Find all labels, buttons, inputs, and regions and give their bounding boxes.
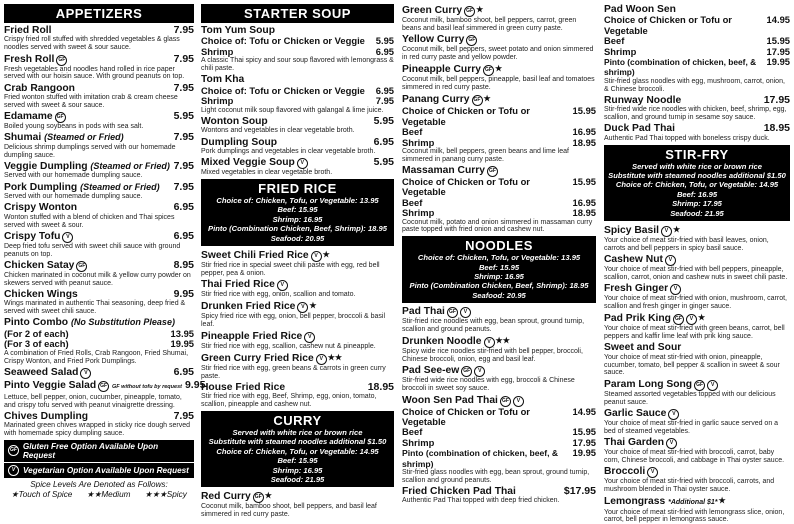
- gluten-free-icon: GF: [472, 95, 483, 106]
- menu-item: Mixed Veggie Soup V 5.95 Mixed vegetables in clear vegetable broth.: [201, 156, 394, 177]
- gluten-free-icon: GF: [487, 166, 498, 177]
- vegetarian-icon: V: [707, 380, 718, 391]
- menu-item: Fried Roll 7.95 Crispy fried roll stuffed with shredded vegetables & glass noodles served with sweet & sour sauce.: [4, 24, 194, 52]
- vegetarian-icon: V: [62, 232, 73, 243]
- menu-item: Thai Fried Rice V Stir fried rice with egg, onion, scallion and tomato.: [201, 279, 356, 299]
- vegetarian-icon: V: [8, 465, 19, 476]
- menu-item: Chicken Wings 9.95 Wings marinated in authentic Thai seasoning, deep fried & served with sweet chili sauce.: [4, 287, 194, 316]
- vegetarian-icon: V: [665, 255, 676, 266]
- menu-item: Pineapple Fried Rice V Stir fried rice with egg, scallion, cashew nut & pineapple.: [201, 330, 376, 350]
- spice-legend-title: Spice Levels Are Denoted as Follows:: [30, 479, 168, 489]
- menu-item: Woon Sen Pad Thai GF V Choice of Chicken or Tofu or Vegetable 14.95 Beef 15.95 Shrimp 17.95 Pinto (combination of chicken, beef, & shrimp) 19.95 Stir-fried glass noodles with egg, bean sprout, ground turnip, scallion and ground peanuts.: [402, 394, 596, 484]
- gluten-free-icon: GF: [55, 112, 66, 123]
- vegetarian-icon: V: [670, 284, 681, 295]
- menu-item: Chicken Satay GF 8.95 Chicken marinated in coconut milk & yellow curry powder on skewers served with peanut sauce.: [4, 258, 194, 287]
- gluten-free-icon: GF: [461, 366, 472, 377]
- menu-item: Fresh Ginger V Your choice of meat stir-fried with onion, mushroom, carrot, scallion and fresh ginger in ginger sauce.: [604, 283, 787, 311]
- menu-item: Massaman Curry GF Choice of Chicken or Tofu or Vegetable 15.95 Beef 16.95 Shrimp 18.95 Coconut milk, potato and onion simmered in massaman curry paste topped with fried onion and cashew nut.: [402, 165, 596, 234]
- spicy-star-icon: ★: [264, 491, 272, 501]
- stir-fry-column: [604, 4, 790, 524]
- menu-item: Garlic Sauce V Your choice of meat stir-fried in garlic sauce served on a bed of steamed vegetables.: [604, 407, 779, 435]
- gluten-free-icon: GF: [56, 55, 67, 66]
- menu-item: Pad Prik King GF V ★ Your choice of meat stir-fried with green beans, carrot, bell peppers and kaffir lime leaf with prik king sauce.: [604, 313, 785, 341]
- menu-item: Pad Thai GF V Stir-fried rice noodles with egg, bean sprout, ground turnip, scallion and ground peanuts.: [402, 306, 585, 334]
- menu-item: Wonton Soup 5.95 Wontons and vegetables in clear vegetable broth.: [201, 114, 394, 135]
- spicy-star-icon: ★: [697, 313, 706, 323]
- vegetarian-icon: V: [277, 280, 288, 291]
- menu-item: Yellow Curry GF Coconut milk, bell peppers, sweet potato and onion simmered in red curry paste and yellow powder.: [402, 34, 594, 61]
- menu-item: Fresh Roll GF 7.95 Fresh vegetables and noodles hand rolled in rice paper served with our hoisin sauce. With ground peanuts on top.: [4, 52, 194, 81]
- menu-item: Crispy Tofu V 6.95 Deep fried tofu served with sweet chili sauce with ground peanuts on top.: [4, 229, 194, 258]
- menu-item: Shumai (Steamed or Fried) 7.95 Delicious shrimp dumplings served with our homemade dumpling sauce.: [4, 131, 194, 159]
- starter-soup-header: STARTER SOUP: [201, 4, 394, 23]
- spicy-star-icon: ★: [718, 496, 726, 506]
- noodles-box: NOODLES Choice of: Chicken, Tofu, or Vegetable: 13.95 Beef: 15.95 Shrimp: 16.95 Pinto (Combination Chicken, Beef, Shrimp): 18.95 Seafood: 20.95: [402, 236, 596, 303]
- menu-item: Drunken Noodle V ★★ Spicy wide rice noodles stir-fried with bell pepper, broccoli, Chinese broccoli, onion, egg and basil leaf.: [402, 336, 583, 364]
- vegetarian-icon: V: [460, 307, 471, 318]
- menu-item: Pad See-ew GF V Stir-fried wide rice noodles with egg, broccoli & Chinese broccoli in sweet soy sauce.: [402, 365, 575, 393]
- vegetarian-icon: V: [474, 366, 485, 377]
- menu-item: Fried Chicken Pad Thai $17.95 Authentic Pad Thai topped with deep fried chicken.: [402, 485, 596, 505]
- vegetarian-icon: V: [513, 396, 524, 407]
- menu-item: Cashew Nut V Your choice of meat stir-fried with bell peppers, pineapple, scallion, carrot, onion and cashew nuts in sweet chili paste.: [604, 254, 788, 281]
- menu-item: Thai Garden V Your choice of meat stir-fried with broccoli, carrot, baby corn, Chinese broccoli, and cabbage in Thai oyster sauce.: [604, 436, 785, 464]
- menu-item: Crab Rangoon 7.95 Fried wonton stuffed with imitation crab & cream cheese served with sweet & sour sauce.: [4, 81, 194, 109]
- vegetarian-icon: V: [686, 314, 697, 325]
- menu-item: Pad Woon Sen Choice of Chicken or Tofu or Vegetable 14.95 Beef 15.95 Shrimp 17.95 Pinto (combination of chicken, beef, & shrimp) 19.95 Stir-fried glass noodles with egg, mushroom, carrot, onion, & Chinese broccoli.: [604, 4, 790, 93]
- menu-item: Red Curry GF ★ Coconut milk, bamboo shoot, bell peppers, and basil leaf simmered in red curry paste.: [201, 491, 377, 519]
- menu-item: Lemongrass *Additional $1*★ Your choice of meat stir-fried with lemongrass slice, onion, carrot, bell pepper in lemongrass sauce.: [604, 496, 785, 524]
- menu-item: Green Curry GF ★ Coconut milk, bamboo shoot, bell peppers, carrot, green beans and basil leaf simmered in green curry paste.: [402, 5, 577, 32]
- vegetarian-icon: V: [666, 438, 677, 449]
- gluten-free-icon: GF: [464, 6, 475, 17]
- star-icon: ★★: [86, 489, 102, 499]
- menu-item: Seaweed Salad V 6.95: [4, 365, 194, 378]
- vegetarian-icon: V: [311, 251, 322, 262]
- menu-item: Chives Dumpling 7.95 Marinated green chives wrapped in sticky rice dough served with homemade spicy dumpling sauce.: [4, 409, 194, 437]
- menu-item: Runway Noodle 17.95 Stir-fried wide rice noodles with chicken, beef, shrimp, egg, scallion, and ground turnip in sesame soy sauce.: [604, 93, 790, 122]
- curry-noodles-column: [402, 4, 596, 505]
- vegetarian-icon: V: [304, 332, 315, 343]
- vegetarian-icon: V: [316, 354, 327, 365]
- vegetarian-icon: V: [647, 467, 658, 478]
- menu-item: Green Curry Fried Rice V ★★ Stir fried rice with egg, green beans & carrots in green curry paste.: [201, 352, 386, 380]
- gluten-free-icon: GF: [673, 314, 684, 325]
- spicy-star-icon: ★★: [495, 336, 510, 346]
- menu-item: House Fried Rice 18.95 Stir fried rice with egg, Beef, Shrimp, egg, onion, tomato, scallion, pineapple and cashew nut.: [201, 380, 394, 409]
- menu-item: Veggie Dumpling (Steamed or Fried) 7.95 Served with our homemade dumpling sauce.: [4, 159, 194, 180]
- gluten-free-icon: GF: [694, 380, 705, 391]
- vegetarian-icon: V: [668, 409, 679, 420]
- vegetarian-icon: V: [484, 337, 495, 348]
- menu-item: Tom Yum Soup Choice of: Tofu or Chicken or Veggie 5.95 Shrimp 6.95 A classic Thai spicy and sour soup flavored with lemongrass & chili paste.: [201, 25, 394, 73]
- appetizers-column: [4, 4, 206, 499]
- vegetarian-icon: V: [297, 302, 308, 313]
- gluten-free-icon: GF: [98, 381, 109, 392]
- gluten-free-icon: GF: [466, 35, 477, 46]
- menu-item: Panang Curry GF ★ Choice of Chicken or Tofu or Vegetable 15.95 Beef 16.95 Shrimp 18.95 Coconut milk, bell peppers, green beans and lime leaf simmered in panang curry paste.: [402, 94, 596, 163]
- gluten-free-icon: GF: [483, 65, 494, 76]
- menu-item: Broccoli V Your choice of meat stir-fried with broccoli, carrots, and mushroom blended in Thai oyster sauce.: [604, 466, 775, 493]
- menu-item: Duck Pad Thai 18.95 Authentic Pad Thai topped with boneless crispy duck.: [604, 122, 790, 142]
- spicy-star-icon: ★: [483, 94, 491, 104]
- menu-item: Spicy Basil V ★ Your choice of meat stir-fried with basil leaves, onion, carrots and bell peppers in spicy basil sauce.: [604, 225, 769, 252]
- spicy-star-icon: ★: [309, 301, 317, 311]
- vegetarian-icon: V: [661, 226, 672, 237]
- menu-item: Tom Kha Choice of: Tofu or Chicken or Veggie 6.95 Shrimp 7.95 Light coconut milk soup flavored with galangal & lime juice.: [201, 74, 394, 114]
- spicy-star-icon: ★: [672, 225, 681, 235]
- vegetarian-icon: V: [297, 158, 308, 169]
- spicy-star-icon: ★★: [327, 352, 343, 362]
- curry-box: CURRY Served with white rice or brown rice Substitute with steamed noodles additional $1.50 Choice of: Chicken, Tofu, or Vegetable: 14.95 Beef: 15.95 Shrimp: 16.95 Seafood: 21.95: [201, 411, 394, 487]
- spicy-star-icon: ★: [476, 5, 484, 14]
- menu-item: Param Long Song GF V Steamed assorted vegetables topped with our delicious peanut sauce.: [604, 378, 776, 406]
- gluten-free-icon: GF: [253, 492, 264, 503]
- menu-item: Pinto Combo (No Substitution Please) (For 2 of each) 13.95 (For 3 of each) 19.95 A combination of Fried Rolls, Crab Rangoon, Fried Shumai, Crispy Wonton, and Fried Pork Dumplings.: [4, 317, 194, 365]
- gluten-free-note: GF Gluten Free Option Available Upon Request: [4, 440, 194, 462]
- menu-item: Sweet and Sour Your choice of meat stir-fried with onion, pineapple, cucumber, tomato, bell pepper & scallion in sweet & sour sauce.: [604, 342, 780, 377]
- gluten-free-icon: GF: [500, 396, 511, 407]
- spicy-star-icon: ★: [322, 250, 330, 260]
- menu-item: Drunken Fried Rice V ★ Spicy fried rice with egg, onion, bell pepper, broccoli & basil leaf.: [201, 301, 386, 329]
- star-icon: ★: [11, 489, 19, 499]
- gluten-free-icon: GF: [76, 261, 87, 272]
- menu-item: Pork Dumpling (Steamed or Fried) 7.95 Served with our homemade dumpling sauce.: [4, 180, 194, 200]
- star-icon: ★★★: [144, 489, 167, 499]
- gluten-free-icon: GF: [8, 445, 19, 456]
- soup-rice-column: [201, 4, 394, 519]
- menu-item: Dumpling Soup 6.95 Pork dumplings and vegetables in clear vegetable broth.: [201, 135, 394, 155]
- spicy-star-icon: ★: [494, 64, 503, 74]
- stir-fry-box: STIR-FRY Served with white rice or brown rice Substitute with steamed noodles additional $1.50 Choice of: Chicken, Tofu, or Vegetable: 14.95 Beef: 16.95 Shrimp: 17.95 Seafood: 21.95: [604, 145, 790, 221]
- menu-item: Edamame GF 5.95 Boiled young soybeans in pods with sea salt.: [4, 110, 194, 131]
- gluten-free-icon: GF: [447, 307, 458, 318]
- menu-item: Crispy Wonton 6.95 Wonton stuffed with a blend of chicken and Thai spices served with sweet & sour.: [4, 201, 194, 229]
- appetizers-header: APPETIZERS: [4, 4, 194, 23]
- spice-legend: ★Touch of Spice ★★Medium ★★★Spicy: [11, 489, 187, 499]
- vegetarian-note: V Vegetarian Option Available Upon Request: [4, 463, 194, 478]
- menu-item: Pineapple Curry GF ★ Coconut milk, bell peppers, pineapple, basil leaf and tomatoes simmered in red curry paste.: [402, 64, 595, 91]
- menu-item: Pinto Veggie Salad GF GF without tofu by request 9.95 Lettuce, bell pepper, onion, cucumber, pineapple, tomato, and crispy tofu served with peanut vinaigrette dressing.: [4, 379, 206, 409]
- menu-item: Sweet Chili Fried Rice V ★ Stir fried rice in special sweet chili paste with egg, red bell pepper, pea & onion.: [201, 250, 380, 277]
- vegetarian-icon: V: [80, 368, 91, 379]
- fried-rice-box: FRIED RICE Choice of: Chicken, Tofu, or Vegetable: 13.95 Beef: 15.95 Shrimp: 16.95 Pinto (Combination Chicken, Beef, Shrimp): 18.95 Seafood: 20.95: [201, 179, 394, 246]
